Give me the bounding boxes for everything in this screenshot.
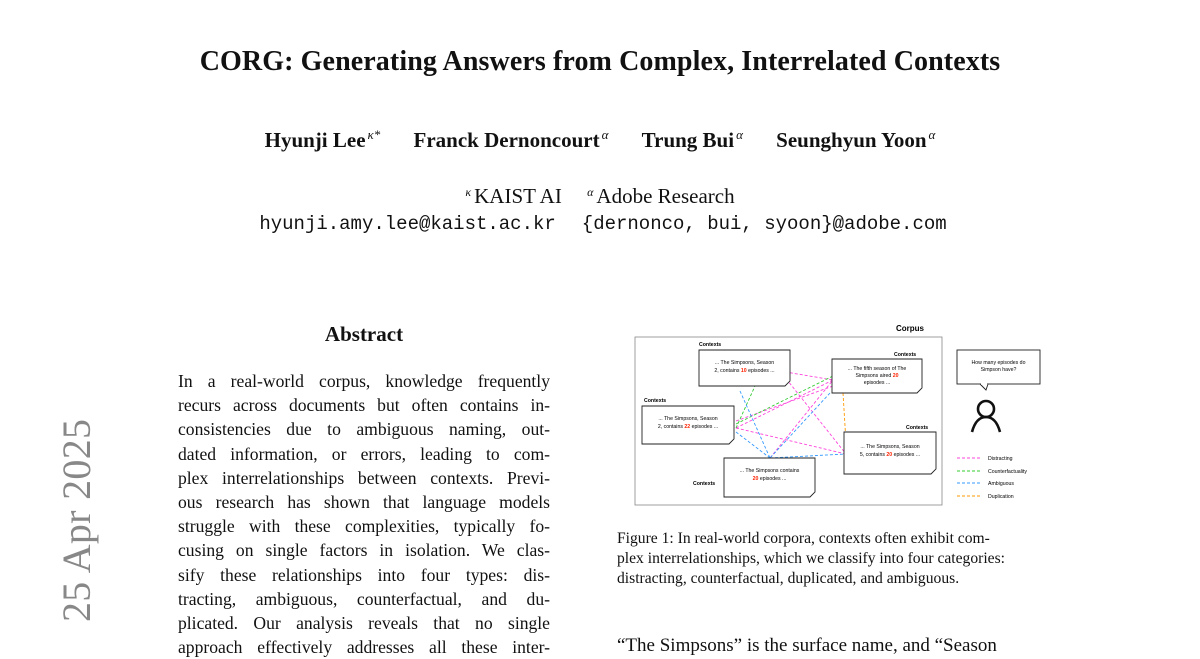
abstract-line: struggle with these complexities, typically fo- bbox=[178, 516, 550, 537]
author-mark: α bbox=[928, 127, 936, 142]
question-text: Simpson have? bbox=[980, 367, 1017, 373]
title-rest: : Generating Answers from Complex, Interrelated Contexts bbox=[284, 46, 1001, 77]
abstract-line: plicated. Our analysis reveals that no single bbox=[178, 613, 550, 634]
user-icon bbox=[972, 401, 1000, 432]
affiliation-name: Adobe Research bbox=[596, 184, 735, 208]
question-bubble bbox=[957, 350, 1040, 390]
doc-text: 5, contains 20 episodes ... bbox=[859, 452, 921, 458]
abstract-line: approach effectively addresses all these inter- bbox=[178, 637, 550, 658]
corpus-label: Corpus bbox=[896, 324, 924, 333]
contexts-label: Contexts bbox=[693, 481, 716, 487]
contexts-label: Contexts bbox=[644, 398, 667, 404]
email: hyunji.amy.lee@kaist.ac.kr bbox=[259, 213, 556, 235]
body-paragraph-start: “The Simpsons” is the surface name, and “Season bbox=[617, 635, 997, 656]
doc-text: 2, contains 10 episodes ... bbox=[714, 368, 775, 374]
affiliation bbox=[587, 184, 735, 209]
author bbox=[265, 127, 381, 153]
author bbox=[642, 127, 743, 153]
contexts-label: Contexts bbox=[894, 352, 917, 358]
abstract-body bbox=[178, 369, 550, 659]
doc-text: ... The Simpsons, Season bbox=[860, 444, 920, 450]
caption-line: distracting, counterfactual, duplicated, and ambiguous. bbox=[617, 570, 960, 587]
doc-text: ... The fifth season of The bbox=[847, 366, 907, 372]
legend-label: Distracting bbox=[988, 456, 1013, 462]
doc-text: ... The Simpsons, Season bbox=[714, 360, 775, 366]
affiliation-name: KAIST AI bbox=[474, 184, 562, 208]
contexts-label: Contexts bbox=[906, 425, 929, 431]
legend-label: Duplication bbox=[988, 494, 1014, 500]
author-list bbox=[0, 127, 1200, 153]
abstract-line: plex interrelationships between contexts. Previ- bbox=[178, 467, 550, 488]
doc-text: ... The Simpsons contains bbox=[739, 468, 800, 474]
author-name: Seunghyun Yoon bbox=[776, 128, 927, 152]
legend bbox=[957, 458, 980, 496]
caption-line: plex interrelationships, which we classify into four categories: bbox=[617, 550, 1006, 567]
abstract-line: sify these relationships into four types: dis- bbox=[178, 564, 550, 585]
affiliations bbox=[0, 184, 1200, 209]
author-mark: α bbox=[736, 127, 743, 142]
abstract-heading: Abstract bbox=[324, 322, 404, 346]
paper-title bbox=[0, 46, 1200, 78]
doc-text: Simpsons aired 20 bbox=[855, 373, 899, 379]
author-mark: κ* bbox=[367, 127, 381, 142]
abstract-line: dated information, or errors, leading to com- bbox=[178, 443, 550, 464]
doc-text: 2, contains 22 episodes ... bbox=[657, 424, 719, 430]
question-text: How many episodes do bbox=[971, 360, 1026, 366]
title-method-name: CORG bbox=[199, 46, 285, 77]
author bbox=[414, 127, 609, 153]
legend-label: Counterfactuality bbox=[988, 469, 1027, 475]
caption-line: Figure 1: In real-world corpora, contexts often exhibit com- bbox=[617, 530, 990, 547]
context-doc-4 bbox=[844, 425, 936, 474]
figure-1-diagram bbox=[620, 318, 1070, 513]
abstract-line: ous research has shown that language models bbox=[178, 492, 550, 513]
figure-caption bbox=[617, 529, 1067, 589]
abstract-line: cusing on single factors in isolation. We clas- bbox=[178, 540, 550, 561]
author-mark: α bbox=[601, 127, 609, 142]
affiliation-mark: α bbox=[587, 185, 594, 199]
caption-prefix: Figure 1: bbox=[617, 530, 674, 547]
abstract-line: In a real-world corpus, knowledge frequently bbox=[178, 371, 550, 391]
author bbox=[776, 127, 935, 153]
author-name: Trung Bui bbox=[641, 128, 735, 152]
author-name: Franck Dernoncourt bbox=[413, 128, 600, 152]
abstract-line: recurs across documents but often contains in- bbox=[178, 395, 550, 416]
email-list bbox=[0, 213, 1200, 235]
doc-text: ... The Simpsons, Season bbox=[658, 416, 718, 422]
arxiv-date-stamp: 25 Apr 2025 bbox=[54, 418, 99, 622]
doc-text: episodes ... bbox=[863, 380, 891, 386]
contexts-label: Contexts bbox=[699, 342, 722, 348]
abstract-line: tracting, ambiguous, counterfactual, and du- bbox=[178, 588, 550, 609]
author-name: Hyunji Lee bbox=[264, 128, 366, 152]
legend-label: Ambiguous bbox=[988, 481, 1014, 487]
abstract-line: consistencies due to ambiguous naming, out- bbox=[178, 419, 550, 440]
affiliation bbox=[465, 184, 561, 209]
doc-text: 20 episodes ... bbox=[752, 476, 787, 482]
affiliation-mark: κ bbox=[465, 185, 472, 199]
email: {dernonco, bui, syoon}@adobe.com bbox=[581, 213, 947, 235]
